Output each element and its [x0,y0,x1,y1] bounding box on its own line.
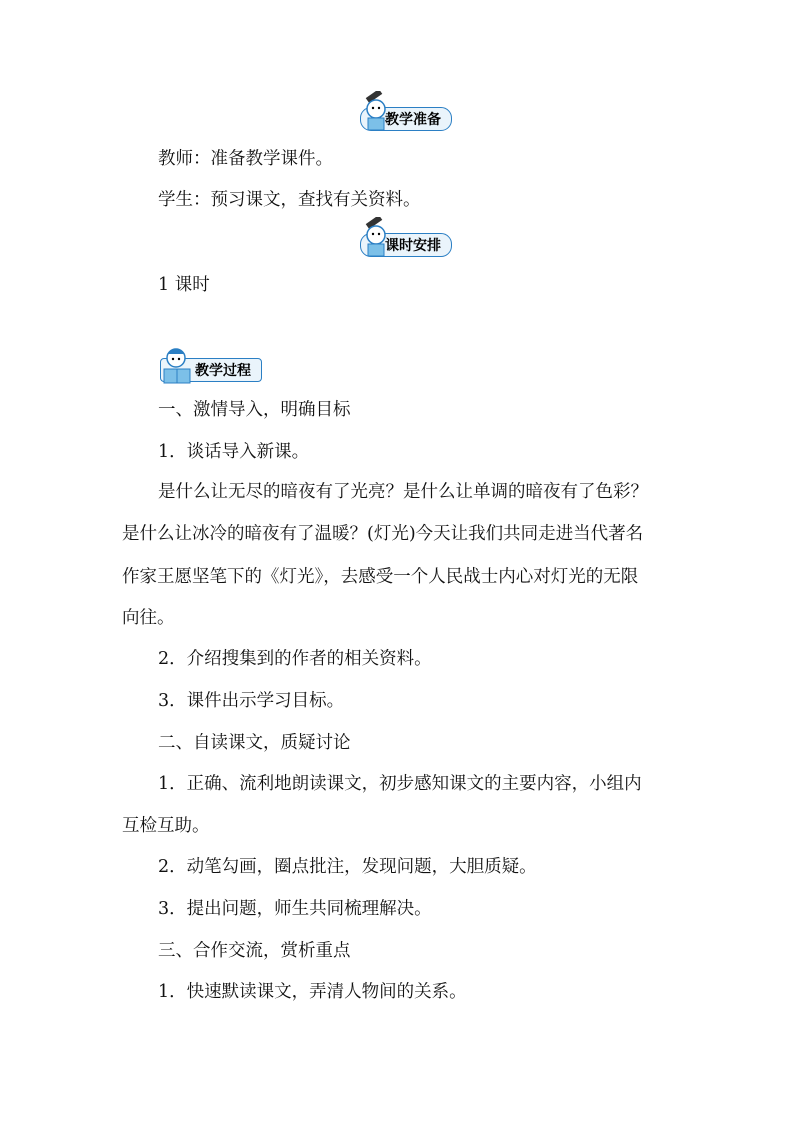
section-title-schedule: 课时安排 [360,233,452,257]
student-mascot-icon [358,217,398,261]
part1-item2: 2．介绍搜集到的作者的相关资料。 [158,649,432,669]
student-mascot-icon [358,91,398,135]
part2-item1-line1: 1．正确、流利地朗读课文，初步感知课文的主要内容，小组内 [158,774,642,794]
prep-teacher: 教师：准备教学课件。 [158,149,333,169]
part1-paragraph-line3: 作家王愿坚笔下的《灯光》，去感受一个人民战士内心对灯光的无限 [122,567,639,587]
heading-part2: 二、自读课文，质疑讨论 [158,733,351,753]
student-with-book-icon [158,344,198,388]
prep-student: 学生：预习课文，查找有关资料。 [158,190,421,210]
section-title-process: 教学过程 [160,358,262,382]
part1-item3: 3．课件出示学习目标。 [158,691,345,711]
part1-paragraph-line2: 是什么让冰冷的暗夜有了温暖？(灯光)今天让我们共同走进当代著名 [122,524,644,544]
part1-paragraph-line1: 是什么让无尽的暗夜有了光亮？是什么让单调的暗夜有了色彩？ [158,482,648,502]
heading-part1: 一、激情导入，明确目标 [158,400,351,420]
heading-part3: 三、合作交流，赏析重点 [158,941,351,961]
part2-item3: 3．提出问题，师生共同梳理解决。 [158,899,432,919]
section-badge-prep [360,107,452,131]
schedule-text: 1 课时 [158,275,210,295]
part3-item1: 1．快速默读课文，弄清人物间的关系。 [158,982,467,1002]
section-badge-schedule [360,233,452,257]
part1-paragraph-line4: 向往。 [122,608,175,628]
section-title-prep: 教学准备 [360,107,452,131]
section-badge-process [160,358,262,382]
part2-item1-line2: 互检互助。 [122,816,210,836]
part2-item2: 2．动笔勾画，圈点批注，发现问题，大胆质疑。 [158,857,537,877]
part1-item1: 1．谈话导入新课。 [158,442,310,462]
